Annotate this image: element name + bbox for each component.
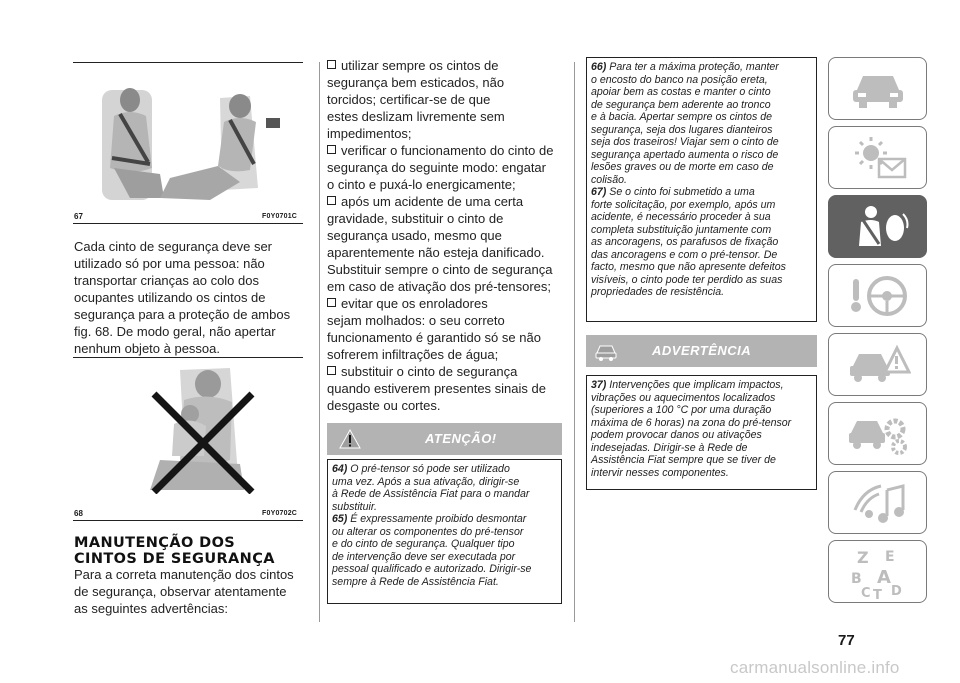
figure-code: F0Y0701C	[262, 213, 298, 220]
car-service-icon	[594, 341, 618, 361]
note-text: à Rede de Assistência Fiat para o mandar	[332, 488, 530, 500]
note-number: 66)	[591, 61, 607, 73]
figure-number: 68	[74, 509, 83, 518]
box-line	[591, 392, 812, 405]
column-divider	[574, 62, 575, 622]
note-number: 67)	[591, 186, 607, 198]
section-heading	[74, 535, 275, 567]
box-line	[332, 563, 557, 576]
note-text: sempre à Rede de Assistência Fiat.	[332, 575, 499, 588]
text-line	[327, 397, 567, 414]
index-letter: A	[877, 567, 891, 588]
text-line	[327, 108, 567, 125]
note-text: Assistência Fiat sempre que se tiver de	[591, 454, 776, 466]
note-text: (superiores a 100 °C por uma duração	[591, 404, 772, 416]
note-text: das ancoragens e com o pré-tensor. De	[591, 248, 778, 261]
line-text: sejam molhados: o seu correto	[327, 313, 505, 328]
list-item	[327, 142, 567, 159]
note-text: facto, mesmo que não apresente defeitos	[591, 261, 786, 273]
note-text: indesejadas. Dirigir-se à Rede de	[591, 441, 748, 454]
line-text: sofrerem infiltrações de água;	[327, 347, 499, 362]
attention-banner	[327, 423, 562, 455]
box-line	[591, 379, 812, 392]
index-letter: T	[873, 588, 882, 601]
note-text: e à bacia. Apertar sempre os cintos de	[591, 111, 772, 123]
text-line	[327, 380, 567, 397]
list-item	[327, 193, 567, 210]
text-line	[327, 159, 567, 176]
note-number: 37)	[591, 379, 607, 391]
note-text: Se o cinto foi submetido a uma	[609, 186, 755, 198]
note-text: Intervenções que implicam impactos,	[609, 379, 784, 391]
note-text: É expressamente proibido desmontar	[350, 513, 527, 525]
checkbox-bullet-icon	[327, 366, 336, 375]
box-line	[591, 224, 812, 237]
tab-maintenance[interactable]	[828, 402, 927, 465]
line-text: verificar o funcionamento do cinto de	[341, 143, 554, 158]
advertencia-box	[586, 375, 817, 490]
note-text: colisão.	[591, 173, 627, 186]
box-line	[591, 467, 812, 480]
list-item	[327, 57, 567, 74]
roadside-warning-icon	[847, 342, 911, 388]
box-line	[591, 454, 812, 467]
note-text: o encosto do banco na posição ereta,	[591, 73, 768, 86]
line-text: quando estiverem presentes sinais de	[327, 381, 546, 396]
box-line	[332, 538, 557, 551]
text-line: Para a correta manutenção dos cintos	[74, 567, 294, 582]
maintenance-gears-icon	[847, 411, 911, 457]
line-text: funcionamento é garantido só se não	[327, 330, 541, 345]
box-line	[591, 249, 812, 262]
tab-multimedia[interactable]	[828, 471, 927, 534]
list-item	[327, 363, 567, 380]
index-letter: Z	[857, 548, 869, 567]
watermark-text: carmanualsonline.info	[730, 658, 900, 677]
box-line	[332, 551, 557, 564]
note-text: de segurança bem aderente ao tronco	[591, 98, 771, 111]
figure-code: F0Y0702C	[262, 510, 298, 517]
tab-index[interactable]	[828, 540, 927, 603]
paragraph-single-user	[74, 238, 314, 357]
text-line: utilizado só por uma pessoa: não	[74, 256, 265, 271]
note-text: uma vez. Após a sua ativação, dirigir-se	[332, 475, 520, 488]
box-line	[591, 417, 812, 430]
multimedia-icon	[849, 480, 909, 526]
box-line	[591, 286, 812, 299]
note-text: máxima de 6 horas) na zona do pré-tensor	[591, 416, 792, 429]
note-text: forte solicitação, por exemplo, após um	[591, 198, 776, 211]
steering-wheel-icon	[847, 273, 911, 319]
box-line	[591, 136, 812, 149]
note-text: e do cinto de segurança. Qualquer tipo	[332, 538, 515, 550]
text-line: ocupantes utilizando os cintos de	[74, 290, 266, 305]
note-text: acidente, é necessário proceder à sua	[591, 211, 771, 223]
note-text: visíveis, o cinto pode ter perdido as suas	[591, 273, 783, 286]
text-line	[327, 278, 567, 295]
car-icon	[849, 68, 907, 110]
line-text: desgaste ou cortes.	[327, 398, 441, 413]
box-line	[591, 261, 812, 274]
index-letter: B	[851, 571, 862, 587]
box-line	[591, 111, 812, 124]
line-text: evitar que os enroladores	[341, 296, 488, 311]
line-text: segurança bem esticados, não	[327, 75, 505, 90]
text-line: de segurança, observar atentamente	[74, 584, 287, 599]
advertencia-box-text	[587, 376, 816, 479]
text-line	[327, 244, 567, 261]
box-line	[591, 161, 812, 174]
text-line: transportar crianças ao colo dos	[74, 273, 259, 288]
note-text: propriedades de resistência.	[591, 286, 725, 298]
note-number: 65)	[332, 513, 348, 525]
line-text: utilizar sempre os cintos de	[341, 58, 499, 73]
text-line	[327, 346, 567, 363]
figure-number: 67	[74, 212, 83, 221]
box-line	[591, 86, 812, 99]
note-text: ou alterar os componentes do pré-tensor	[332, 525, 524, 538]
text-line	[327, 74, 567, 91]
line-text: em caso de ativação dos pré-tensores;	[327, 279, 552, 294]
text-line	[327, 91, 567, 108]
box-line	[591, 174, 812, 187]
line-text: segurança usado, mesmo que	[327, 228, 502, 243]
box-line	[591, 442, 812, 455]
attention-box	[327, 459, 562, 604]
note-text: pessoal qualificado e autorizado. Dirigir-se	[332, 563, 532, 575]
advertencia-banner	[586, 335, 817, 367]
note-text: apoiar bem as costas e manter o cinto	[591, 86, 771, 98]
maintenance-list	[327, 57, 567, 414]
box-line	[591, 211, 812, 224]
text-line	[327, 176, 567, 193]
banner-title: ATENÇÃO!	[425, 431, 497, 446]
heading-line: CINTOS DE SEGURANÇA	[74, 551, 275, 567]
tab-safety[interactable]	[828, 195, 927, 258]
tab-warning-lights[interactable]	[828, 126, 927, 189]
line-text: segurança do seguinte modo: engatar	[327, 160, 546, 175]
figure-rule	[73, 520, 303, 521]
note-text: podem provocar danos ou ativações	[591, 429, 762, 441]
figure-68-illustration	[120, 364, 290, 494]
note-text: intervir nesses componentes.	[591, 466, 729, 479]
note-text: vibrações ou aquecimentos localizados	[591, 391, 776, 404]
box-line	[591, 429, 812, 442]
box-line	[332, 501, 557, 514]
tab-car[interactable]	[828, 57, 927, 120]
box-line	[591, 124, 812, 137]
section-rule	[73, 357, 303, 358]
line-text: impedimentos;	[327, 126, 412, 141]
checkbox-bullet-icon	[327, 196, 336, 205]
warning-lights-icon	[849, 135, 909, 181]
text-line	[327, 312, 567, 329]
text-line: nenhum objeto à pessoa.	[74, 341, 220, 356]
box-line	[591, 186, 812, 199]
figure-67-illustration	[90, 78, 300, 206]
attention-box-text	[328, 460, 561, 588]
note-text: as ancoragens, os parafusos de fixação	[591, 236, 779, 248]
line-text: torcidos; certificar-se de que	[327, 92, 491, 107]
box-line	[591, 74, 812, 87]
warning-triangle-icon	[339, 429, 361, 449]
top-rule	[73, 62, 303, 63]
text-line	[327, 329, 567, 346]
warning-box	[586, 57, 817, 322]
box-line	[591, 99, 812, 112]
box-line	[332, 463, 557, 476]
banner-title: ADVERTÊNCIA	[652, 343, 752, 358]
warning-box-text	[587, 58, 816, 299]
box-line	[591, 61, 812, 74]
box-line	[332, 576, 557, 589]
note-text: substituir.	[332, 500, 377, 513]
text-line	[327, 125, 567, 142]
box-line	[591, 404, 812, 417]
line-text: gravidade, substituir o cinto de	[327, 211, 504, 226]
line-text: Substituir sempre o cinto de segurança	[327, 262, 553, 277]
box-line	[591, 236, 812, 249]
tab-emergency[interactable]	[828, 333, 927, 396]
box-line	[591, 199, 812, 212]
box-line	[332, 476, 557, 489]
note-text: O pré-tensor só pode ser utilizado	[350, 463, 510, 475]
index-letters-icon	[849, 545, 909, 601]
text-line: segurança para a proteção de ambos	[74, 307, 291, 322]
line-text: após um acidente de uma certa	[341, 194, 524, 209]
note-text: lesões graves ou de morte em caso de	[591, 161, 774, 173]
line-text: o cinto e puxá-lo energicamente;	[327, 177, 516, 192]
index-letter: D	[891, 584, 902, 599]
text-line	[327, 210, 567, 227]
box-line	[332, 488, 557, 501]
box-line	[332, 513, 557, 526]
checkbox-bullet-icon	[327, 145, 336, 154]
seatbelt-airbag-icon	[853, 204, 909, 250]
box-line	[591, 149, 812, 162]
box-line	[591, 274, 812, 287]
note-text: segurança apertado aumenta o risco de	[591, 148, 779, 161]
note-text: de intervenção deve ser executada por	[332, 550, 516, 563]
box-line	[332, 526, 557, 539]
index-letter: C	[861, 586, 871, 601]
text-line: Cada cinto de segurança deve ser	[74, 239, 273, 254]
text-line: fig. 68. De modo geral, não apertar	[74, 324, 276, 339]
line-text: substituir o cinto de segurança	[341, 364, 518, 379]
heading-line: MANUTENÇÃO DOS	[74, 535, 236, 551]
text-line	[327, 227, 567, 244]
line-text: aparentemente não esteja danificado.	[327, 245, 545, 260]
checkbox-bullet-icon	[327, 298, 336, 307]
note-text: seja dos traseiros! Viajar sem o cinto de	[591, 136, 779, 148]
paragraph-maintenance	[74, 566, 314, 617]
figure-rule	[73, 223, 303, 224]
note-text: Para ter a máxima proteção, manter	[609, 61, 779, 73]
tab-driving[interactable]	[828, 264, 927, 327]
checkbox-bullet-icon	[327, 60, 336, 69]
line-text: estes deslizam livremente sem	[327, 109, 505, 124]
index-letter: E	[885, 549, 895, 565]
page-number: 77	[838, 632, 855, 649]
note-text: segurança, seja dos lugares dianteiros	[591, 123, 773, 136]
column-divider	[319, 62, 320, 622]
note-text: completa substituição juntamente com	[591, 223, 772, 236]
note-number: 64)	[332, 463, 348, 475]
text-line	[327, 261, 567, 278]
text-line: as seguintes advertências:	[74, 601, 228, 616]
list-item	[327, 295, 567, 312]
